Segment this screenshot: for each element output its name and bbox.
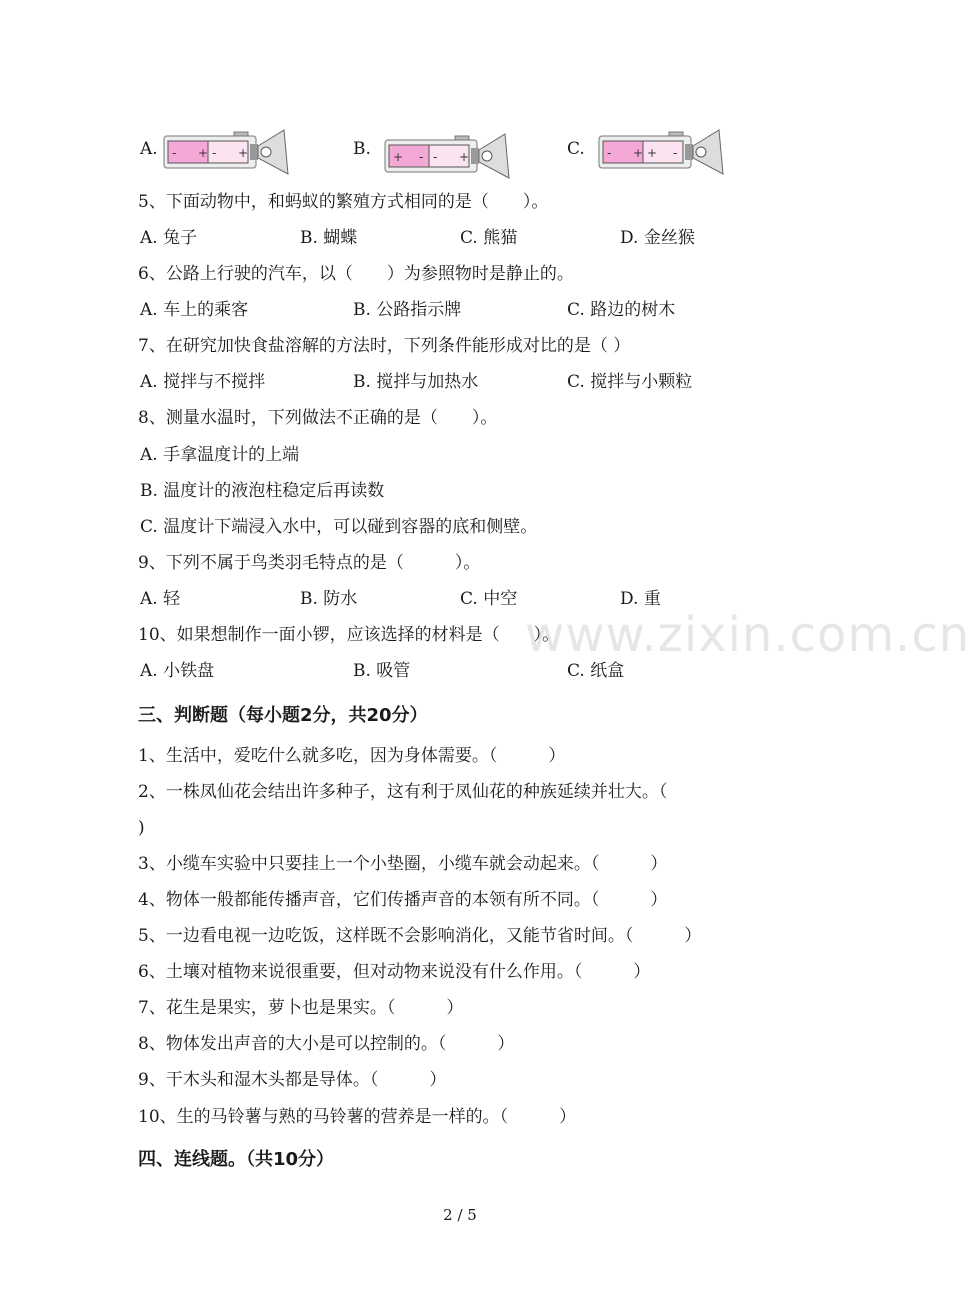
question-10-stem: 10、如果想制作一面小锣，应该选择的材料是（ ）。 [138, 625, 560, 645]
svg-text:-: - [673, 146, 678, 161]
svg-text:+: + [198, 146, 209, 160]
option-label: A. [140, 139, 158, 159]
svg-text:-: - [433, 150, 438, 165]
option-c: C. 搅拌与小颗粒 [567, 372, 693, 392]
page-number: 2 / 5 [443, 1206, 477, 1224]
option-c: C. 纸盒 [567, 661, 625, 681]
judgment-item: 4、物体一般都能传播声音，它们传播声音的本领有所不同。（ ） [138, 890, 668, 910]
judgment-item: 6、土壤对植物来说很重要，但对动物来说没有什么作用。（ ） [138, 962, 651, 982]
svg-text:-: - [212, 146, 217, 161]
option-a: A. 手拿温度计的上端 [140, 445, 300, 465]
option-a: A. 轻 [140, 589, 181, 609]
option-b: B. 搅拌与加热水 [353, 372, 479, 392]
flashlight-image [383, 132, 513, 180]
svg-text:-: - [607, 146, 612, 161]
option-c: C. 熊猫 [460, 228, 518, 248]
option-c: C. 温度计下端浸入水中，可以碰到容器的底和侧壁。 [140, 517, 538, 537]
svg-text:+: + [633, 146, 644, 160]
judgment-item: 5、一边看电视一边吃饭，这样既不会影响消化，又能节省时间。（ ） [138, 926, 702, 946]
svg-text:-: - [172, 146, 177, 161]
question-7-stem: 7、在研究加快食盐溶解的方法时，下列条件能形成对比的是（ ） [138, 336, 631, 356]
svg-text:+: + [238, 146, 249, 160]
judgment-item: 7、花生是果实，萝卜也是果实。（ ） [138, 998, 464, 1018]
option-d: D. 重 [620, 589, 661, 609]
question-6-stem: 6、公路上行驶的汽车，以（ ）为参照物时是静止的。 [138, 264, 574, 284]
svg-text:+: + [647, 146, 658, 160]
judgment-item: 9、干木头和湿木头都是导体。（ ） [138, 1070, 447, 1090]
option-b: B. 蝴蝶 [300, 228, 358, 248]
question-8-stem: 8、测量水温时，下列做法不正确的是（ ）。 [138, 408, 498, 428]
option-c: C. 中空 [460, 589, 518, 609]
option-a: A. 车上的乘客 [140, 300, 249, 320]
question-9-stem: 9、下列不属于鸟类羽毛特点的是（ ）。 [138, 553, 481, 573]
judgment-item: 3、小缆车实验中只要挂上一个小垫圈，小缆车就会动起来。（ ） [138, 854, 668, 874]
judgment-item: 1、生活中，爱吃什么就多吃，因为身体需要。（ ） [138, 746, 566, 766]
judgment-item: 8、物体发出声音的大小是可以控制的。（ ） [138, 1034, 515, 1054]
judgment-item: 2、一株凤仙花会结出许多种子，这有利于凤仙花的种族延续并壮大。（ [138, 782, 668, 802]
option-b: B. 吸管 [353, 661, 411, 681]
judgment-item: 10、生的马铃薯与熟的马铃薯的营养是一样的。（ ） [138, 1107, 577, 1127]
flashlight-image [162, 128, 292, 176]
svg-text:+: + [393, 150, 404, 164]
option-a: A. 小铁盘 [140, 661, 215, 681]
option-b: B. 公路指示牌 [353, 300, 462, 320]
section-3-title: 三、判断题（每小题2分，共20分） [138, 705, 428, 726]
option-label: C. [567, 139, 585, 159]
watermark: www.zixin.com.cn [525, 607, 970, 663]
section-4-title: 四、连线题。（共10分） [138, 1149, 335, 1170]
option-d: D. 金丝猴 [620, 228, 695, 248]
option-c: C. 路边的树木 [567, 300, 676, 320]
option-label: B. [353, 139, 371, 159]
svg-text:-: - [419, 150, 424, 165]
question-5-stem: 5、下面动物中，和蚂蚁的繁殖方式相同的是（ ）。 [138, 192, 549, 212]
svg-text:+: + [459, 150, 470, 164]
judgment-item-continued: ) [138, 818, 145, 838]
option-b: B. 防水 [300, 589, 358, 609]
option-a: A. 兔子 [140, 228, 198, 248]
flashlight-image [597, 128, 727, 176]
option-b: B. 温度计的液泡柱稳定后再读数 [140, 481, 385, 501]
option-a: A. 搅拌与不搅拌 [140, 372, 266, 392]
